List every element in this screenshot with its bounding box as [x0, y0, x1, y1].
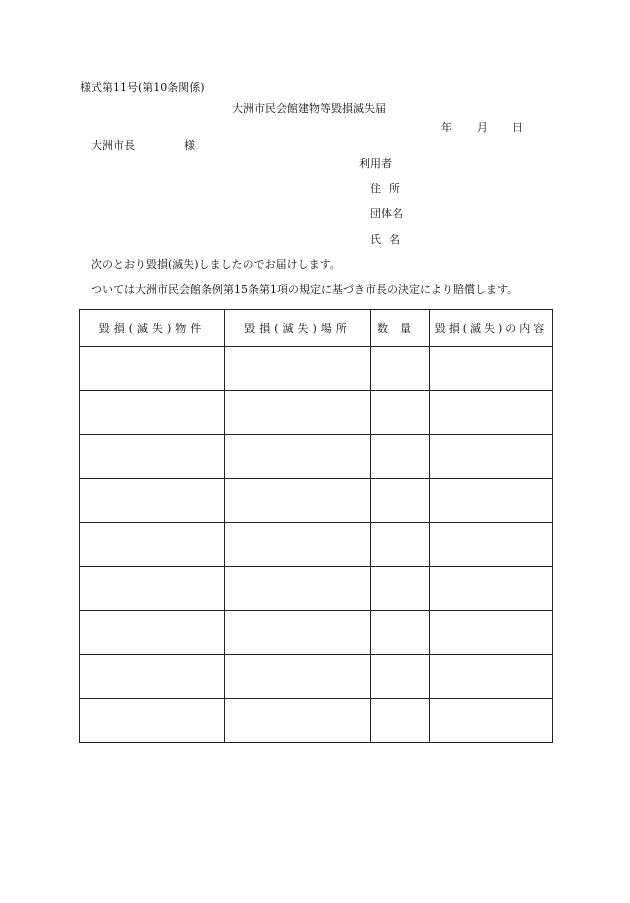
header-damage-location: 毀損(滅失)場所	[225, 310, 371, 347]
body-text-line-2: ついては大洲市民会館条例第15条第1項の規定に基づき市長の決定により賠償します。	[91, 283, 519, 296]
cell-quantity[interactable]	[371, 699, 430, 743]
cell-quantity[interactable]	[371, 523, 430, 567]
cell-damaged-item[interactable]	[80, 699, 225, 743]
cell-damage-details[interactable]	[430, 699, 553, 743]
cell-damage-location[interactable]	[225, 391, 371, 435]
cell-damage-location[interactable]	[225, 655, 371, 699]
table-row	[80, 435, 553, 479]
cell-damaged-item[interactable]	[80, 523, 225, 567]
cell-quantity[interactable]	[371, 435, 430, 479]
table-row	[80, 347, 553, 391]
cell-damage-details[interactable]	[430, 391, 553, 435]
cell-damage-details[interactable]	[430, 523, 553, 567]
cell-quantity[interactable]	[371, 655, 430, 699]
header-damage-details: 毀損(滅失)の内容	[430, 310, 553, 347]
cell-damage-location[interactable]	[225, 347, 371, 391]
table-row	[80, 655, 553, 699]
cell-quantity[interactable]	[371, 611, 430, 655]
cell-damaged-item[interactable]	[80, 435, 225, 479]
cell-damage-location[interactable]	[225, 567, 371, 611]
cell-quantity[interactable]	[371, 479, 430, 523]
cell-damage-details[interactable]	[430, 435, 553, 479]
table-row	[80, 391, 553, 435]
cell-quantity[interactable]	[371, 347, 430, 391]
header-damaged-item: 毀損(滅失)物件	[80, 310, 225, 347]
group-name-field-label: 団体名	[370, 207, 403, 220]
date-month-label: 月	[477, 121, 488, 134]
body-text-line-1: 次のとおり毀損(滅失)しましたのでお届けします。	[91, 258, 341, 271]
cell-damage-location[interactable]	[225, 523, 371, 567]
cell-damaged-item[interactable]	[80, 347, 225, 391]
cell-damage-location[interactable]	[225, 435, 371, 479]
table-row	[80, 611, 553, 655]
cell-damage-location[interactable]	[225, 699, 371, 743]
date-year-label: 年	[441, 121, 452, 134]
table-row	[80, 479, 553, 523]
table-header-row	[80, 310, 553, 347]
cell-damage-details[interactable]	[430, 655, 553, 699]
table-row	[80, 567, 553, 611]
cell-damage-location[interactable]	[225, 479, 371, 523]
table-row	[80, 699, 553, 743]
addressee-honorific: 様	[184, 139, 195, 152]
cell-damaged-item[interactable]	[80, 479, 225, 523]
name-field-label: 氏名	[370, 233, 408, 246]
cell-quantity[interactable]	[371, 567, 430, 611]
cell-damage-location[interactable]	[225, 611, 371, 655]
table-row	[80, 523, 553, 567]
cell-damaged-item[interactable]	[80, 567, 225, 611]
cell-damaged-item[interactable]	[80, 611, 225, 655]
date-day-label: 日	[512, 121, 523, 134]
cell-damaged-item[interactable]	[80, 655, 225, 699]
addressee-name: 大洲市長	[91, 139, 135, 152]
cell-damaged-item[interactable]	[80, 391, 225, 435]
address-field-label: 住所	[370, 182, 408, 195]
applicant-label: 利用者	[359, 157, 392, 170]
cell-damage-details[interactable]	[430, 567, 553, 611]
damage-table	[79, 309, 553, 743]
header-quantity: 数量	[371, 310, 430, 347]
cell-damage-details[interactable]	[430, 347, 553, 391]
cell-quantity[interactable]	[371, 391, 430, 435]
cell-damage-details[interactable]	[430, 479, 553, 523]
cell-damage-details[interactable]	[430, 611, 553, 655]
document-title: 大洲市民会館建物等毀損滅失届	[232, 102, 386, 115]
form-number: 様式第11号(第10条関係)	[80, 81, 205, 94]
